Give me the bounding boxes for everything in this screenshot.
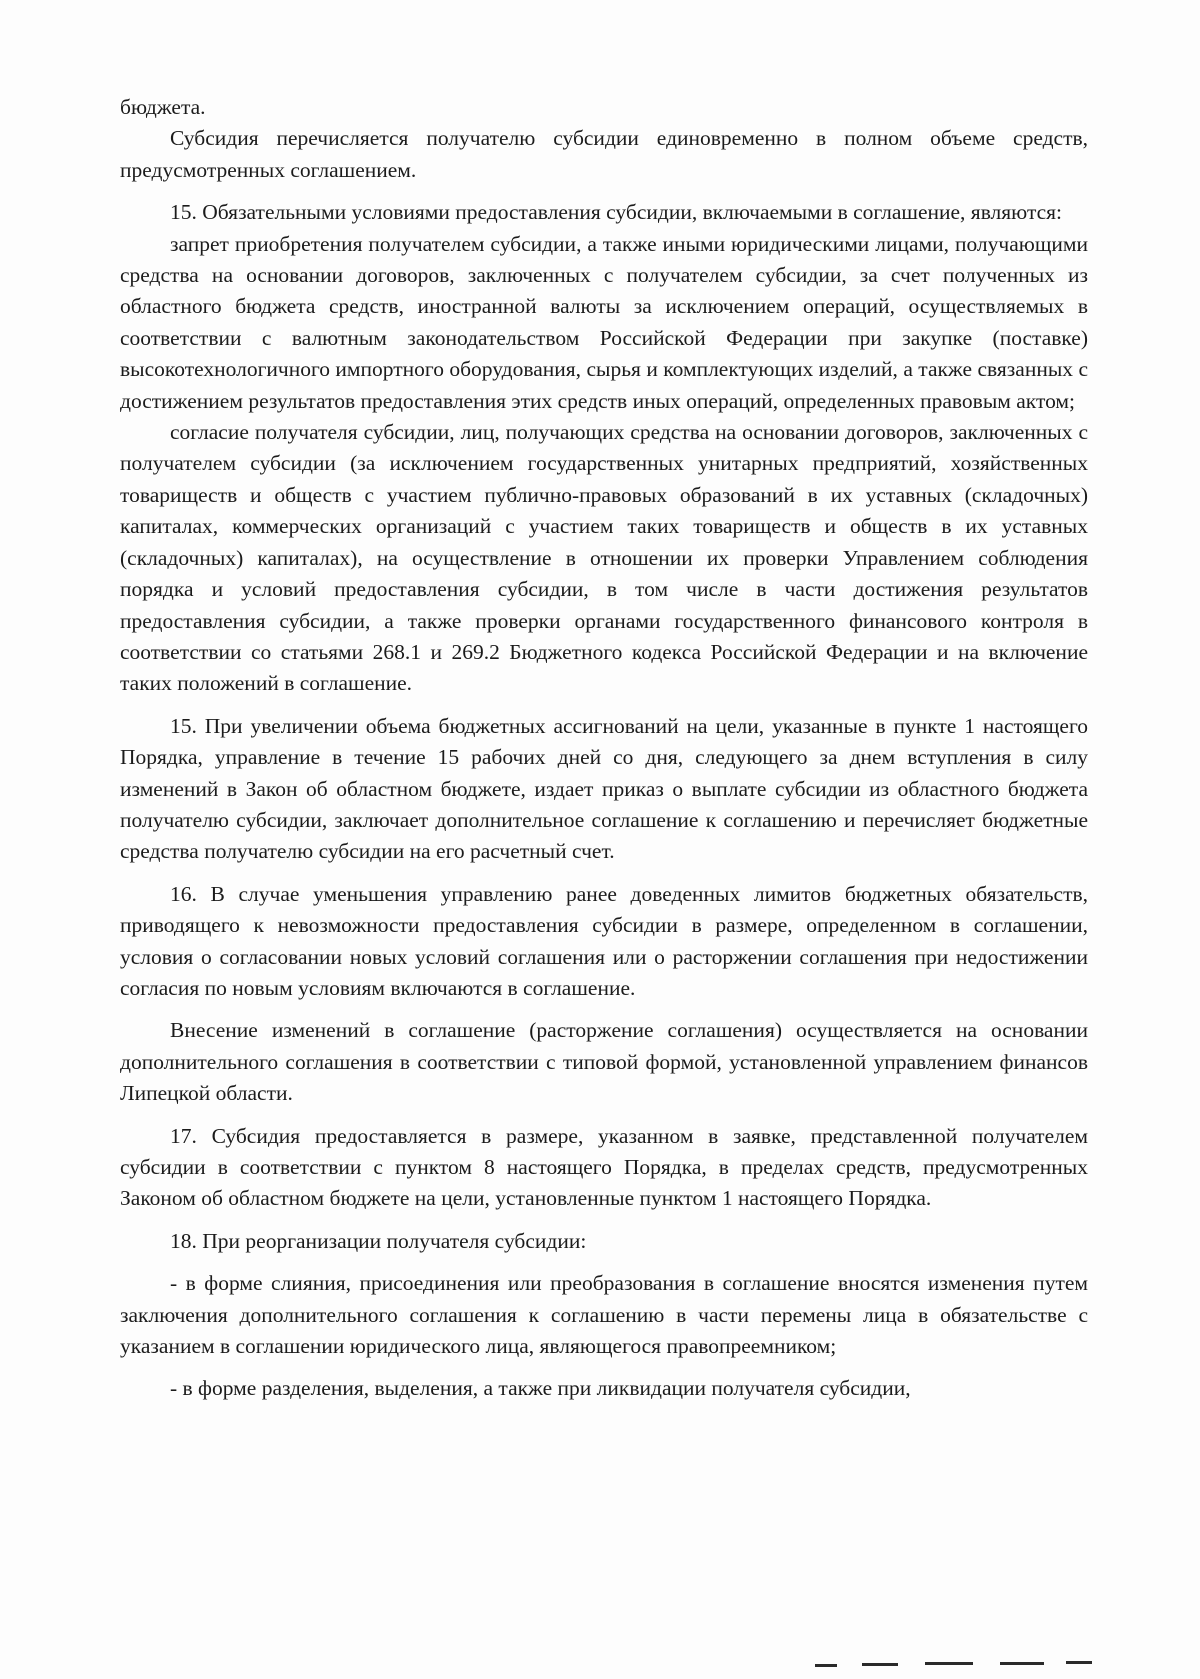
paragraph-16-limit-reduction: 16. В случае уменьшения управлению ранее доведенных лимитов бюджетных обязательств, приводящего к невозможности предоставления субсидии в размере, определенном в соглашении, условия о согласовании новых условий соглашения или о расторжении соглашения при недостижении согласия по новым условиям включаются в соглашение. — [120, 881, 1088, 1000]
paragraph-agreement-changes: Внесение изменений в соглашение (расторжение соглашения) осуществляется на основании дополнительного соглашения в соответствии с типовой формой, установленной управлением финансов Липецкой области. — [120, 1018, 1088, 1106]
paragraph-18-reorganization: 18. При реорганизации получателя субсидии: — [170, 1228, 587, 1253]
paragraph-17-subsidy-amount: 17. Субсидия предоставляется в размере, указанном в заявке, представленной получателем субсидии в соответствии с пунктом 8 настоящего Порядка, в пределах средств, предусмотренных Законом об областном бюджете на цели, установленные пунктом 1 настоящего Порядка. — [120, 1123, 1088, 1211]
paragraph-budget-tail: бюджета. — [120, 95, 206, 119]
scan-artifact-line — [925, 1662, 973, 1665]
paragraph-separation: - в форме разделения, выделения, а также при ликвидации получателя субсидии, — [170, 1376, 911, 1401]
paragraph-merger: - в форме слияния, присоединения или преобразования в соглашение вносятся изменения путем заключения дополнительного соглашения к соглашению в части перемены лица в обязательстве с указанием в соглашении юридического лица, являющегося правопреемником; — [120, 1271, 1088, 1359]
document-body — [120, 92, 1088, 1405]
paragraph-subsidy-transfer: Субсидия перечисляется получателю субсидии единовременно в полном объеме средств, предусмотренных соглашением. — [120, 126, 1088, 182]
scan-artifact-line — [862, 1663, 898, 1666]
scan-artifact-line — [1066, 1661, 1092, 1664]
paragraph-15-conditions: 15. Обязательными условиями предоставления субсидии, включаемыми в соглашение, являются: — [170, 200, 1063, 225]
scan-artifact-line — [1000, 1662, 1044, 1665]
scan-artifact-line — [815, 1664, 837, 1667]
paragraph-currency-ban: запрет приобретения получателем субсидии, а также иными юридическими лицами, получающими средства на основании договоров, заключенных с получателем субсидии, за счет полученных из областного бюджета средств, иностранной валюты за исключением операций, осуществляемых в соответствии с валютным законодательством Российской Федерации при закупке (поставке) высокотехнологичного импортного оборудования, сырья и комплектующих изделий, а также связанных с достижением результатов предоставления этих средств иных операций, определенных правовым актом; — [120, 231, 1088, 413]
paragraph-inspection-consent: согласие получателя субсидии, лиц, получающих средства на основании договоров, заключенных с получателем субсидии (за исключением государственных унитарных предприятий, хозяйственных товариществ и обществ с участием публично-правовых образований в их уставных (складочных) капиталах, коммерческих организаций с участием таких товариществ и обществ в их уставных (складочных) капиталах), на осуществление в отношении их проверки Управлением соблюдения порядка и условий предоставления субсидии, в том числе в части достижения результатов предоставления субсидии, а также проверки органами государственного финансового контроля в соответствии со статьями 268.1 и 269.2 Бюджетного кодекса Российской Федерации и на включение таких положений в соглашение. — [120, 420, 1088, 696]
paragraph-15-budget-increase: 15. При увеличении объема бюджетных ассигнований на цели, указанные в пункте 1 настоящего Порядка, управление в течение 15 рабочих дней со дня, следующего за днем вступления в силу изменений в Закон об областном бюджете, издает приказ о выплате субсидии из областного бюджета получателю субсидии, заключает дополнительное соглашение к соглашению и перечисляет бюджетные средства получателю субсидии на его расчетный счет. — [120, 713, 1088, 864]
